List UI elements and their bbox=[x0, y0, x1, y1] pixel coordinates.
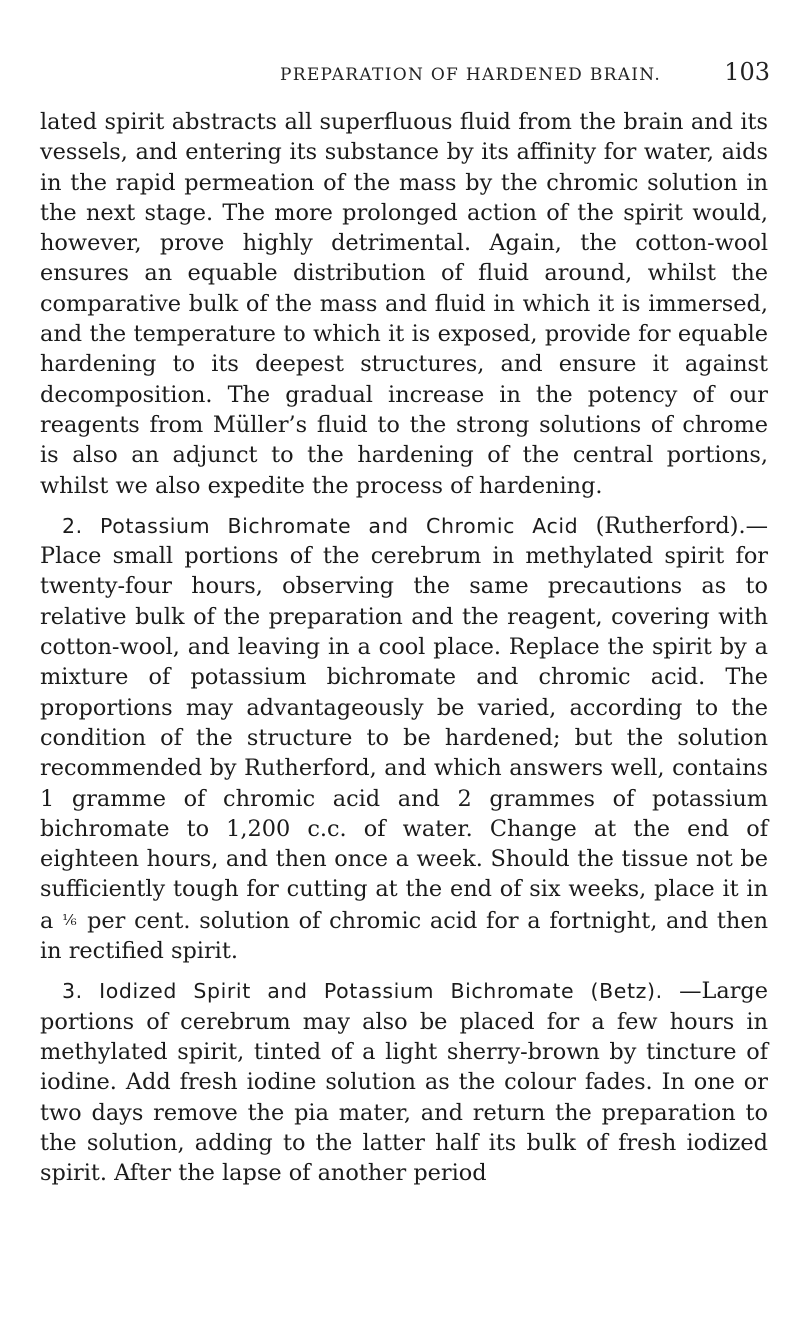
section-iodized-spirit bbox=[40, 976, 768, 1188]
paragraph-text: (Rutherford).—Place small portions of the cerebrum in methylated spirit for twenty-four hours, observing the same precautions as to relative bulk of the preparation and the reagent, covering with cotton-wool, and leaving in a cool place. Replace the spirit by a mixture of potassium bichromate and chromic acid. The proportions may advantageously be varied, according to the condition of the structure to be hardened; but the solution recommended by Rutherford, and which answers well, contains 1 gramme of chromic acid and 2 grammes of potassium bichromate to 1,200 c.c. of water. Change at the end of eighteen hours, and then once a week. Should the tissue not be sufficiently tough for cutting at the end of six weeks, place it in a bbox=[40, 512, 768, 934]
running-head bbox=[280, 58, 770, 98]
page-number: 103 bbox=[724, 58, 770, 86]
paragraph-text: lated spirit abstracts all superfluous fluid from the brain and its vessels, and entering its substance by its affinity for water, aids in the rapid permeation of the mass by the chromic solution in the next stage. The more prolonged action of the spirit would, however, prove highly detrimental. Again, the cotton-wool ensures an equable distribution of fluid around, whilst the comparative bulk of the mass and fluid in which it is immersed, and the temperature to which it is exposed, provide for equable hardening to its deepest structures, and ensure it against decomposition. The gradual increase in the potency of our reagents from Müller’s fluid to the strong solutions of chrome is also an adjunct to the hardening of the central portions, whilst we also expedite the process of hardening. bbox=[40, 109, 768, 499]
section-heading: 2. Potassium Bichromate and Chromic Acid bbox=[62, 513, 579, 538]
running-title: PREPARATION OF HARDENED BRAIN. bbox=[280, 65, 662, 85]
section-heading: 3. Iodized Spirit and Potassium Bichromate (Betz). bbox=[62, 979, 663, 1004]
paragraph-text: per cent. solution of chromic acid for a fortnight, and then in rectified spirit. bbox=[40, 907, 769, 965]
body-text bbox=[40, 107, 768, 1188]
paragraph-text: —Large portions of cerebrum may also be placed for a few hours in methylated spirit, tinted of a light sherry-brown by tincture of iodine. Add fresh iodine solution as the colour fades. In one or two days remove the pia mater, and return the preparation to the solution, adding to the latter half its bulk of fresh iodized spirit. After the lapse of another period bbox=[40, 978, 768, 1187]
section-potassium-bichromate-chromic-acid bbox=[40, 511, 768, 966]
fraction: ⅙ bbox=[62, 910, 79, 929]
paragraph-continuation bbox=[40, 107, 768, 501]
